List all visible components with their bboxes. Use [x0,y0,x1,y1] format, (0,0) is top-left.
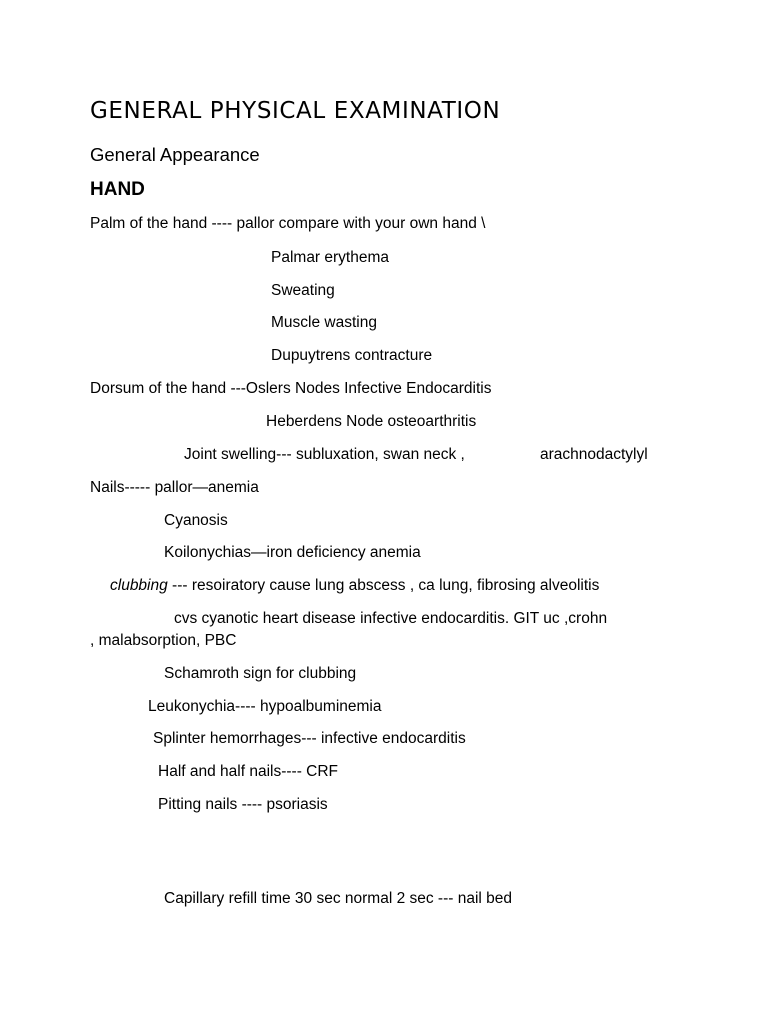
line-arachnodactyly: arachnodactylyl [540,446,648,463]
line-koilonychias: Koilonychias—iron deficiency anemia [164,544,421,561]
line-clubbing [110,576,599,596]
line-palm: Palm of the hand ---- pallor compare with your own hand \ [90,215,486,232]
section-heading-hand: HAND [90,179,145,200]
page-title: GENERAL PHYSICAL EXAMINATION [90,98,501,124]
line-nails: Nails----- pallor—anemia [90,479,259,496]
line-cyanosis: Cyanosis [164,512,228,529]
clubbing-label: clubbing [110,577,168,594]
line-pitting: Pitting nails ---- psoriasis [158,796,328,813]
line-palmar-erythema: Palmar erythema [271,249,390,266]
line-dorsum: Dorsum of the hand ---Oslers Nodes Infective Endocarditis [90,380,492,397]
line-capillary-refill: Capillary refill time 30 sec normal 2 sec --- nail bed [164,890,513,907]
clubbing-causes: --- resoiratory cause lung abscess , ca lung, fibrosing alveolitis [167,577,600,594]
line-cvs-2: , malabsorption, PBC [90,632,237,649]
line-joint-swelling: Joint swelling--- subluxation, swan neck , [184,446,465,463]
line-muscle-wasting: Muscle wasting [271,314,377,331]
line-schamroth: Schamroth sign for clubbing [164,665,357,682]
subtitle-general-appearance: General Appearance [90,144,260,165]
line-leukonychia: Leukonychia---- hypoalbuminemia [148,698,382,715]
line-cvs-1: cvs cyanotic heart disease infective endocarditis. GIT uc ,crohn [174,610,608,627]
line-sweating: Sweating [271,282,335,299]
line-half-and-half: Half and half nails---- CRF [158,763,339,780]
line-heberdens: Heberdens Node osteoarthritis [266,413,477,430]
line-splinter: Splinter hemorrhages--- infective endocarditis [153,730,466,747]
line-dupuytrens: Dupuytrens contracture [271,347,433,364]
